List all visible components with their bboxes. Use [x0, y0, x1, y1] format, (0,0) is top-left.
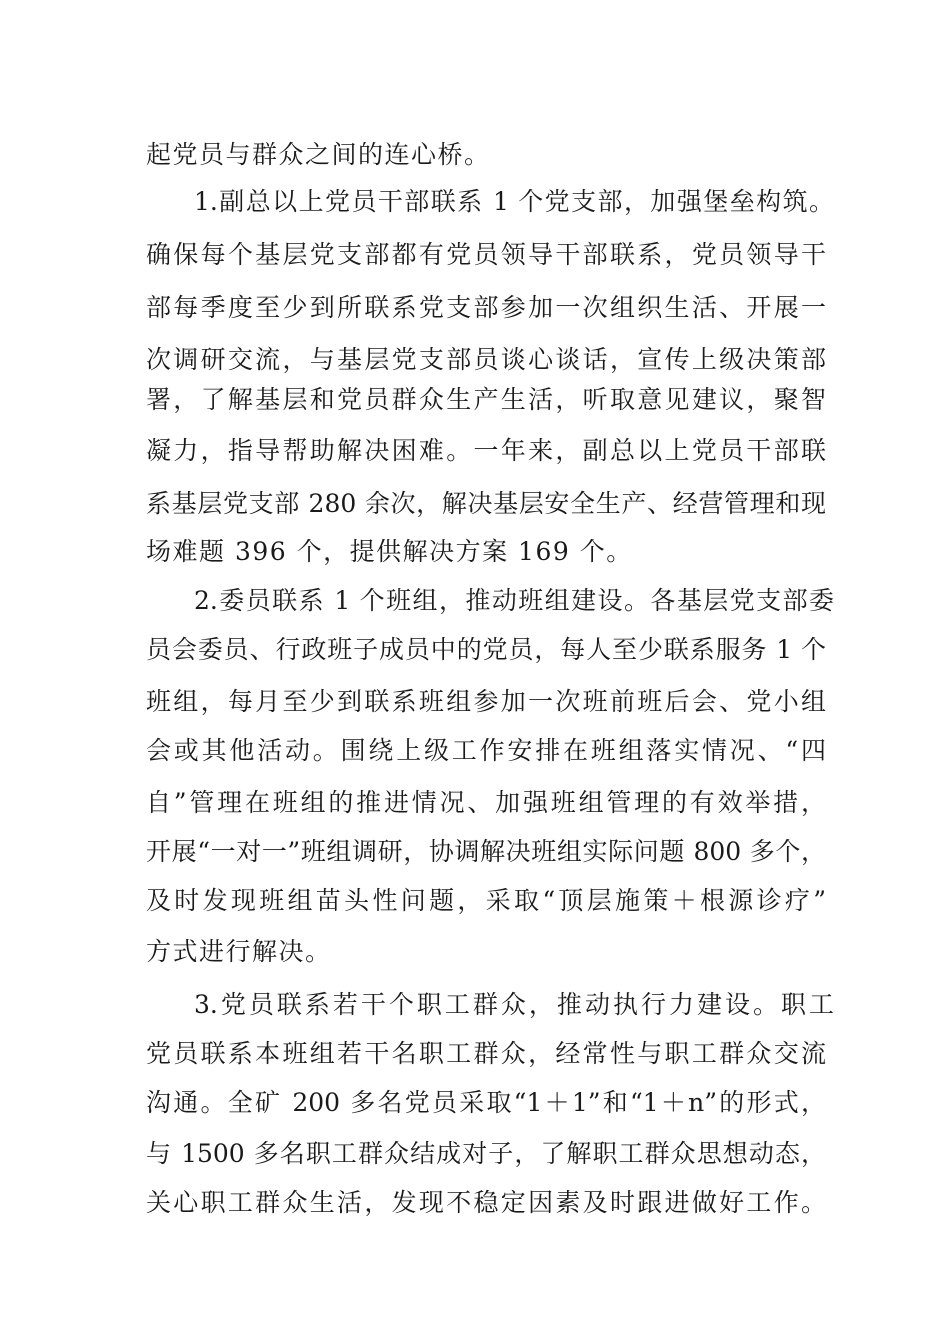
text-line-17: 方式进行解决。 — [146, 937, 332, 966]
text-line-8: 系基层党支部 280 余次，解决基层安全生产、经营管理和现 — [146, 489, 826, 518]
text-line-5: 次调研交流，与基层党支部员谈心谈话，宣传上级决策部 — [146, 345, 826, 374]
text-line-19: 党员联系本班组若干名职工群众，经常性与职工群众交流 — [146, 1039, 826, 1068]
text-line-6: 署，了解基层和党员群众生产生活，听取意见建议，聚智 — [146, 385, 826, 414]
text-line-13: 会或其他活动。围绕上级工作安排在班组落实情况、“四 — [146, 736, 826, 765]
text-line-11: 员会委员、行政班子成员中的党员，每人至少联系服务 1 个 — [146, 635, 826, 664]
text-line-15: 开展“一对一”班组调研，协调解决班组实际问题 800 多个， — [146, 837, 826, 866]
paragraph-1-heading: 1.副总以上党员干部联系 1 个党支部，加强堡垒构筑。 — [194, 187, 834, 216]
text-line-20: 沟通。全矿 200 多名党员采取“1＋1”和“1＋n”的形式， — [146, 1088, 826, 1117]
text-line-21: 与 1500 多名职工群众结成对子，了解职工群众思想动态， — [146, 1139, 826, 1168]
text-line-9: 场难题 396 个，提供解决方案 169 个。 — [146, 537, 633, 566]
text-line-12: 班组，每月至少到联系班组参加一次班前班后会、党小组 — [146, 687, 826, 716]
text-line-4: 部每季度至少到所联系党支部参加一次组织生活、开展一 — [146, 293, 826, 322]
text-line-14: 自”管理在班组的推进情况、加强班组管理的有效举措， — [146, 788, 826, 817]
paragraph-3-heading: 3.党员联系若干个职工群众，推动执行力建设。职工 — [194, 990, 834, 1019]
paragraph-2-heading: 2.委员联系 1 个班组，推动班组建设。各基层党支部委 — [194, 586, 834, 615]
text-line-1: 起党员与群众之间的连心桥。 — [146, 140, 491, 169]
text-line-22: 关心职工群众生活，发现不稳定因素及时跟进做好工作。 — [146, 1188, 826, 1217]
text-line-16: 及时发现班组苗头性问题，采取“顶层施策＋根源诊疗” — [146, 886, 826, 915]
text-line-7: 凝力，指导帮助解决困难。一年来，副总以上党员干部联 — [146, 436, 826, 465]
text-line-3: 确保每个基层党支部都有党员领导干部联系，党员领导干 — [146, 240, 826, 269]
